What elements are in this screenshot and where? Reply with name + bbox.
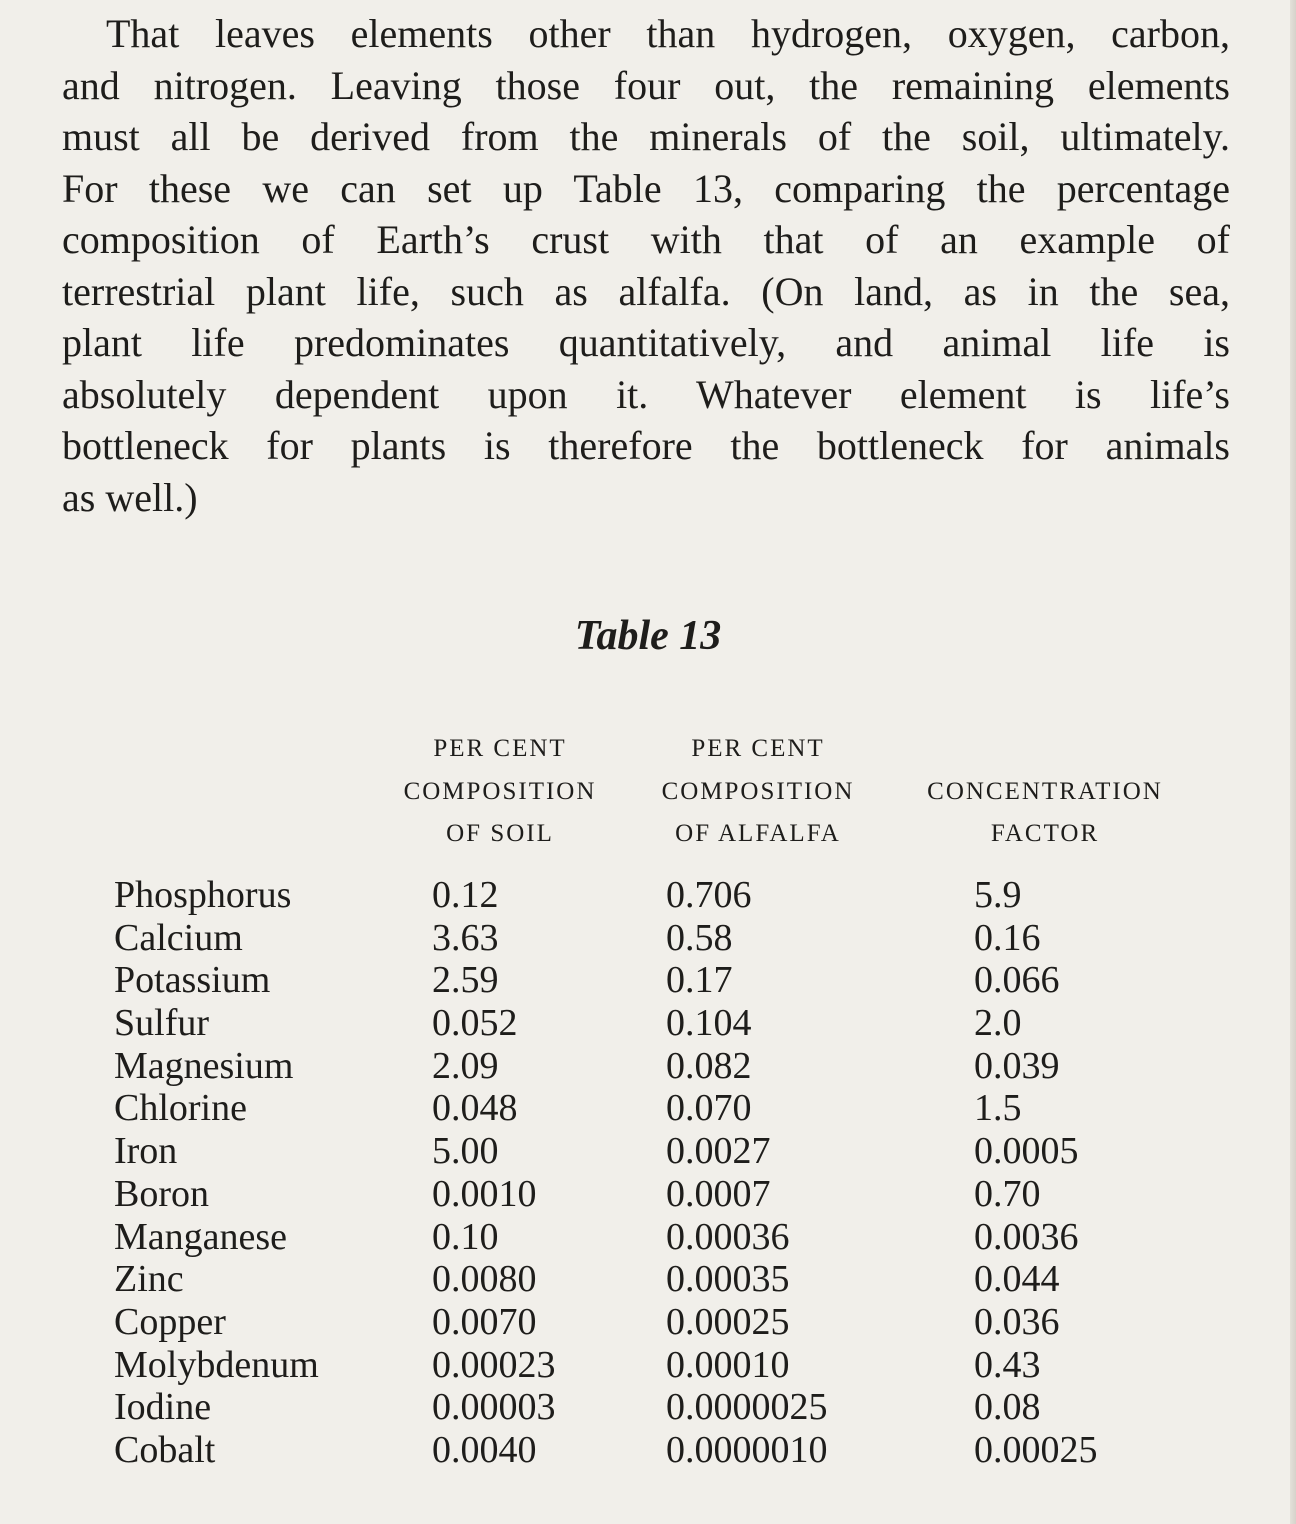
cell-factor: 0.039 [974,1044,1060,1087]
cell-factor: 2.0 [974,1002,1022,1045]
column-header-line: COMPOSITION [661,777,855,805]
cell-alfalfa: 0.00036 [666,1215,790,1258]
cell-element: Molybdenum [114,1343,319,1386]
cell-element: Zinc [114,1258,184,1301]
table-body [0,874,1296,1472]
table-row [0,1344,1296,1387]
cell-alfalfa: 0.082 [666,1044,752,1087]
paragraph-line: plant life predominates quantitatively, and animal life is [62,320,1230,365]
paragraph-line: bottleneck for plants is therefore the bottleneck for animals [62,423,1230,468]
cell-alfalfa: 0.706 [666,874,752,916]
table-row [0,1130,1296,1173]
column-header-factor [900,728,1190,856]
cell-factor: 0.08 [974,1386,1041,1429]
cell-alfalfa: 0.0000025 [666,1386,828,1429]
table-row [0,1386,1296,1429]
table-row [0,959,1296,1002]
cell-factor: 0.0005 [974,1130,1079,1173]
cell-element: Manganese [114,1215,288,1258]
table-row [0,1258,1296,1301]
cell-alfalfa: 0.0027 [666,1130,771,1173]
cell-alfalfa: 0.0007 [666,1172,771,1215]
cell-soil: 0.00003 [432,1386,556,1429]
cell-soil: 0.0070 [432,1300,537,1343]
cell-element: Calcium [114,916,243,959]
cell-factor: 0.00025 [974,1428,1098,1471]
cell-element: Boron [114,1172,209,1215]
cell-soil: 2.09 [432,1044,499,1087]
cell-factor: 1.5 [974,1087,1022,1130]
cell-factor: 5.9 [974,874,1022,916]
cell-factor: 0.16 [974,916,1041,959]
cell-alfalfa: 0.104 [666,1002,752,1045]
cell-element: Potassium [114,959,271,1002]
cell-alfalfa: 0.00025 [666,1300,790,1343]
column-header-line: CONCENTRATION [927,777,1163,805]
column-header-line: PER CENT [691,735,825,762]
paragraph-line: composition of Earth’s crust with that of an example of [62,217,1230,262]
paragraph-line: must all be derived from the minerals of the soil, ultimately. [62,114,1230,159]
cell-alfalfa: 0.00035 [666,1258,790,1301]
table-title: Table 13 [574,613,722,659]
cell-element: Copper [114,1300,226,1343]
cell-soil: 0.10 [432,1215,499,1258]
table-row [0,1216,1296,1259]
table-row [0,1045,1296,1088]
cell-alfalfa: 0.17 [666,959,733,1002]
table-row [0,1002,1296,1045]
column-header-line: OF SOIL [446,820,554,847]
cell-soil: 3.63 [432,916,499,959]
cell-factor: 0.044 [974,1258,1060,1301]
body-paragraph [62,8,1230,523]
cell-soil: 0.052 [432,1002,518,1045]
cell-alfalfa: 0.00010 [666,1343,790,1386]
cell-element: Magnesium [114,1044,294,1087]
cell-alfalfa: 0.070 [666,1087,752,1130]
column-header-line: PER CENT [433,735,567,762]
cell-soil: 0.0080 [432,1258,537,1301]
cell-soil: 0.048 [432,1087,518,1130]
cell-factor: 0.036 [974,1300,1060,1343]
paragraph-line: as well.) [62,474,198,520]
paragraph-line: terrestrial plant life, such as alfalfa. (On land, as in the sea, [62,268,1230,314]
column-header-line: OF ALFALFA [675,820,841,847]
column-header-line: COMPOSITION [403,777,597,805]
cell-factor: 0.0036 [974,1215,1079,1258]
column-header-soil [380,728,620,856]
cell-soil: 2.59 [432,959,499,1002]
cell-soil: 0.0040 [432,1428,537,1471]
paragraph-line: absolutely dependent upon it. Whatever element is life’s [62,371,1230,417]
cell-element: Cobalt [114,1428,216,1471]
cell-alfalfa: 0.58 [666,916,733,959]
cell-element: Phosphorus [114,874,292,916]
cell-element: Chlorine [114,1087,247,1130]
cell-alfalfa: 0.0000010 [666,1428,828,1471]
table-row [0,1301,1296,1344]
column-header-line: FACTOR [990,820,1100,847]
cell-soil: 5.00 [432,1130,499,1173]
paragraph-line: For these we can set up Table 13, comparing the percentage [62,165,1230,211]
cell-soil: 0.0010 [432,1172,537,1215]
table-row [0,1429,1296,1472]
cell-element: Iodine [114,1386,212,1429]
cell-factor: 0.43 [974,1343,1041,1386]
table-row [0,917,1296,960]
paragraph-line: That leaves elements other than hydrogen, oxygen, carbon, [106,11,1230,56]
cell-factor: 0.70 [974,1172,1041,1215]
table-row [0,1087,1296,1130]
table-row [0,874,1296,917]
cell-element: Iron [114,1130,178,1173]
cell-element: Sulfur [114,1002,209,1045]
cell-factor: 0.066 [974,959,1060,1002]
cell-soil: 0.12 [432,874,499,916]
column-header-alfalfa [638,728,878,856]
cell-soil: 0.00023 [432,1343,556,1386]
table-row [0,1173,1296,1216]
paragraph-line: and nitrogen. Leaving those four out, the remaining elements [62,62,1230,108]
